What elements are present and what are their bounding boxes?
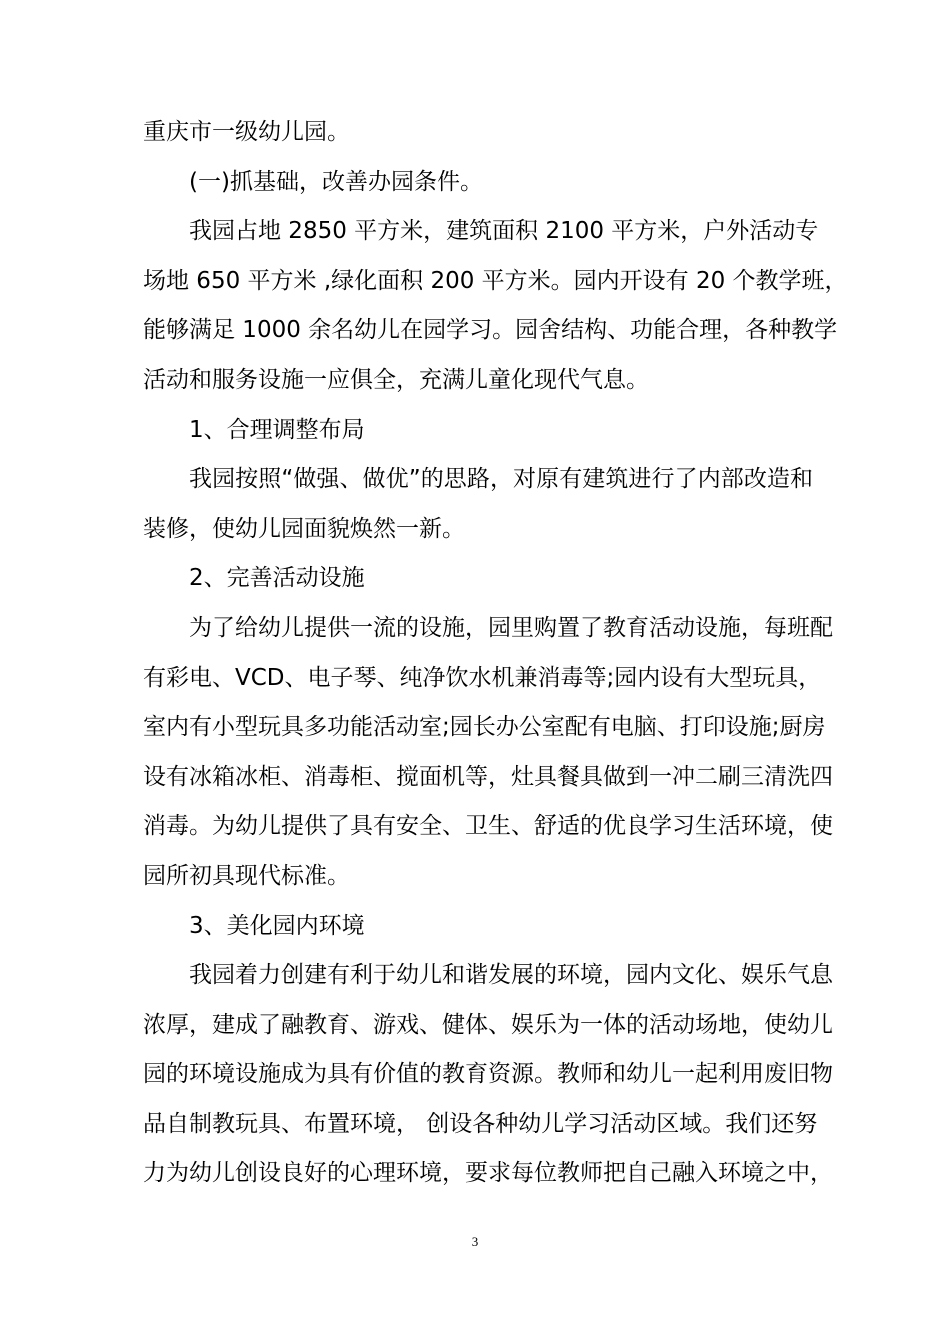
text-line: 我园着力创建有利于幼儿和谐发展的环境，园内文化、娱乐气息 bbox=[189, 962, 833, 989]
text-line: 场地 650 平方米 ,绿化面积 200 平方米。园内开设有 20 个教学班， bbox=[143, 267, 848, 294]
subsection-heading: 2、完善活动设施 bbox=[189, 565, 365, 592]
text-line: 室内有小型玩具多功能活动室;园长办公室配有电脑、打印设施;厨房 bbox=[143, 714, 826, 741]
text-line: 品自制教玩具、布置环境， 创设各种幼儿学习活动区域。我们还努 bbox=[143, 1110, 818, 1137]
text-line: 园的环境设施成为具有价值的教育资源。教师和幼儿一起利用废旧物 bbox=[143, 1061, 833, 1088]
document-body bbox=[143, 108, 848, 1199]
text-line: 装修，使幼儿园面貌焕然一新。 bbox=[143, 515, 465, 542]
text-line: 能够满足 1000 余名幼儿在园学习。园舍结构、功能合理，各种教学 bbox=[143, 317, 838, 344]
section-heading: (一)抓基础，改善办园条件。 bbox=[189, 168, 483, 195]
text-line: 我园按照“做强、做优”的思路，对原有建筑进行了内部改造和 bbox=[189, 466, 813, 493]
text-line: 设有冰箱冰柜、消毒柜、搅面机等，灶具餐具做到一冲二刷三清洗四 bbox=[143, 763, 833, 790]
text-line: 消毒。为幼儿提供了具有安全、卫生、舒适的优良学习生活环境，使 bbox=[143, 813, 833, 840]
subsection-heading: 1、合理调整布局 bbox=[189, 416, 365, 443]
subsection-heading: 3、美化园内环境 bbox=[189, 912, 365, 939]
text-line: 浓厚，建成了融教育、游戏、健体、娱乐为一体的活动场地，使幼儿 bbox=[143, 1011, 833, 1038]
text-line: 我园占地 2850 平方米，建筑面积 2100 平方米，户外活动专 bbox=[189, 218, 819, 245]
text-line: 活动和服务设施一应俱全，充满儿童化现代气息。 bbox=[143, 366, 649, 393]
text-line: 重庆市一级幼儿园。 bbox=[143, 119, 350, 145]
page-number: 3 bbox=[471, 1234, 479, 1249]
text-line: 力为幼儿创设良好的心理环境，要求每位教师把自己融入环境之中， bbox=[143, 1160, 833, 1187]
text-line: 有彩电、VCD、电子琴、纯净饮水机兼消毒等;园内设有大型玩具， bbox=[143, 664, 822, 691]
text-line: 园所初具现代标准。 bbox=[143, 862, 350, 889]
text-line: 为了给幼儿提供一流的设施，园里购置了教育活动设施，每班配 bbox=[189, 614, 833, 641]
